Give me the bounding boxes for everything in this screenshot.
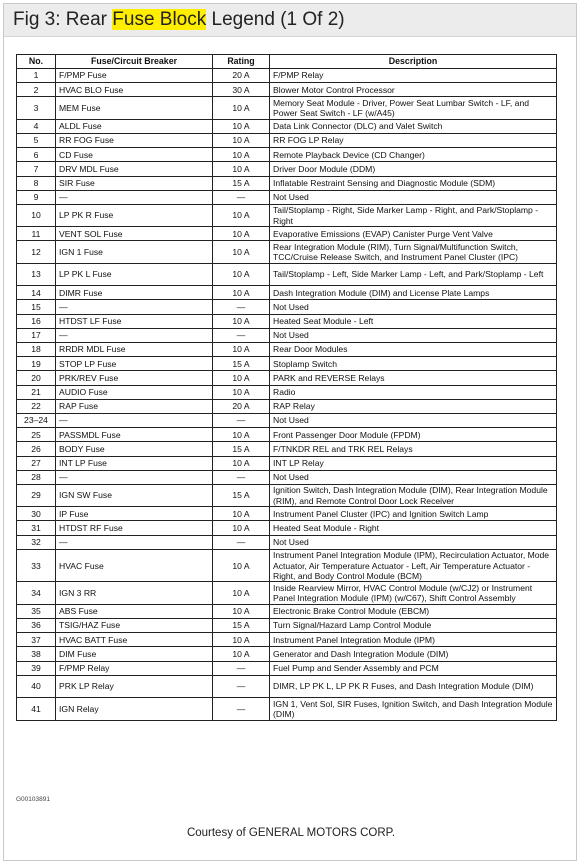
table-row xyxy=(17,190,557,204)
cell-description: F/PMP Relay xyxy=(270,69,557,83)
cell-number: 25 xyxy=(17,428,56,442)
cell-number: 8 xyxy=(17,176,56,190)
cell-fuse: HVAC BLO Fuse xyxy=(56,83,213,97)
cell-rating: 10 A xyxy=(213,119,270,133)
cell-fuse: DRV MDL Fuse xyxy=(56,162,213,176)
table-row xyxy=(17,661,557,675)
table-row xyxy=(17,314,557,328)
cell-number: 13 xyxy=(17,263,56,285)
table-row xyxy=(17,647,557,661)
cell-fuse: IGN SW Fuse xyxy=(56,484,213,506)
cell-rating: 10 A xyxy=(213,343,270,357)
cell-description: Electronic Brake Control Module (EBCM) xyxy=(270,604,557,618)
cell-description: Instrument Panel Integration Module (IPM) xyxy=(270,633,557,647)
cell-rating: 10 A xyxy=(213,162,270,176)
cell-fuse: PASSMDL Fuse xyxy=(56,428,213,442)
cell-description: Instrument Panel Cluster (IPC) and Ignition Switch Lamp xyxy=(270,507,557,521)
cell-fuse: HTDST RF Fuse xyxy=(56,521,213,535)
cell-fuse: IGN 1 Fuse xyxy=(56,241,213,263)
cell-rating: — xyxy=(213,190,270,204)
table-row xyxy=(17,162,557,176)
cell-rating: 10 A xyxy=(213,263,270,285)
cell-fuse: RR FOG Fuse xyxy=(56,133,213,147)
cell-description: Not Used xyxy=(270,470,557,484)
table-row xyxy=(17,300,557,314)
title-bar xyxy=(4,4,576,37)
cell-fuse: STOP LP Fuse xyxy=(56,357,213,371)
cell-description: Stoplamp Switch xyxy=(270,357,557,371)
table-row xyxy=(17,263,557,285)
table-row xyxy=(17,633,557,647)
cell-rating: 10 A xyxy=(213,204,270,226)
cell-rating: 20 A xyxy=(213,69,270,83)
header-no: No. xyxy=(17,55,56,69)
cell-rating: — xyxy=(213,470,270,484)
cell-description: Inflatable Restraint Sensing and Diagnostic Module (SDM) xyxy=(270,176,557,190)
table-row xyxy=(17,619,557,633)
cell-number: 39 xyxy=(17,661,56,675)
cell-rating: 20 A xyxy=(213,399,270,413)
cell-number: 40 xyxy=(17,675,56,697)
cell-number: 10 xyxy=(17,204,56,226)
cell-description: Tail/Stoplamp - Right, Side Marker Lamp - Right, and Park/Stoplamp - Right xyxy=(270,204,557,226)
cell-rating: 15 A xyxy=(213,176,270,190)
cell-fuse: — xyxy=(56,190,213,204)
cell-description: Not Used xyxy=(270,300,557,314)
table-body xyxy=(17,69,557,721)
cell-fuse: VENT SOL Fuse xyxy=(56,227,213,241)
cell-rating: 10 A xyxy=(213,428,270,442)
cell-rating: 10 A xyxy=(213,633,270,647)
cell-description: Turn Signal/Hazard Lamp Control Module xyxy=(270,619,557,633)
cell-fuse: CD Fuse xyxy=(56,148,213,162)
table-row xyxy=(17,357,557,371)
cell-fuse: PRK/REV Fuse xyxy=(56,371,213,385)
cell-fuse: DIMR Fuse xyxy=(56,286,213,300)
cell-fuse: TSIG/HAZ Fuse xyxy=(56,619,213,633)
cell-rating: 10 A xyxy=(213,549,270,582)
cell-number: 19 xyxy=(17,357,56,371)
credit-footer: Courtesy of GENERAL MOTORS CORP. xyxy=(186,827,396,839)
cell-number: 18 xyxy=(17,343,56,357)
cell-number: 32 xyxy=(17,535,56,549)
cell-number: 12 xyxy=(17,241,56,263)
cell-rating: — xyxy=(213,535,270,549)
table-row xyxy=(17,204,557,226)
cell-number: 7 xyxy=(17,162,56,176)
cell-number: 29 xyxy=(17,484,56,506)
title-prefix: Fig 3: Rear xyxy=(13,9,113,30)
cell-number: 5 xyxy=(17,133,56,147)
fuse-legend-table xyxy=(16,54,557,721)
table-row xyxy=(17,484,557,506)
table-row xyxy=(17,507,557,521)
cell-number: 21 xyxy=(17,385,56,399)
cell-description: PARK and REVERSE Relays xyxy=(270,371,557,385)
cell-description: Fuel Pump and Sender Assembly and PCM xyxy=(270,661,557,675)
cell-number: 4 xyxy=(17,119,56,133)
cell-rating: — xyxy=(213,413,270,427)
cell-fuse: ABS Fuse xyxy=(56,604,213,618)
cell-rating: 10 A xyxy=(213,133,270,147)
cell-description: Not Used xyxy=(270,413,557,427)
table-row xyxy=(17,399,557,413)
cell-rating: 10 A xyxy=(213,647,270,661)
cell-description: RAP Relay xyxy=(270,399,557,413)
cell-fuse: HVAC BATT Fuse xyxy=(56,633,213,647)
cell-description: Rear Integration Module (RIM), Turn Signal/Multifunction Switch, TCC/Cruise Release Switch, and Instrument Panel Cluster (IPC) xyxy=(270,241,557,263)
fuse-legend-table-wrapper xyxy=(16,54,556,721)
cell-number: 6 xyxy=(17,148,56,162)
cell-description: Tail/Stoplamp - Left, Side Marker Lamp - Left, and Park/Stoplamp - Left xyxy=(270,263,557,285)
table-row xyxy=(17,442,557,456)
cell-description: DIMR, LP PK L, LP PK R Fuses, and Dash Integration Module (DIM) xyxy=(270,675,557,697)
cell-rating: 10 A xyxy=(213,148,270,162)
cell-fuse: IGN Relay xyxy=(56,698,213,720)
table-row xyxy=(17,97,557,119)
table-row xyxy=(17,371,557,385)
cell-fuse: DIM Fuse xyxy=(56,647,213,661)
table-header-row xyxy=(17,55,557,69)
cell-fuse: ALDL Fuse xyxy=(56,119,213,133)
cell-description: Ignition Switch, Dash Integration Module (DIM), Rear Integration Module (RIM), and Remote Control Door Lock Receiver xyxy=(270,484,557,506)
cell-description: Inside Rearview Mirror, HVAC Control Module (w/CJ2) or Instrument Panel Integration Module (IPM) (w/C67), Shift Control Assembly xyxy=(270,582,557,604)
table-row xyxy=(17,413,557,427)
cell-rating: — xyxy=(213,300,270,314)
cell-fuse: RRDR MDL Fuse xyxy=(56,343,213,357)
cell-rating: 10 A xyxy=(213,582,270,604)
cell-rating: — xyxy=(213,698,270,720)
cell-rating: 10 A xyxy=(213,241,270,263)
table-row xyxy=(17,83,557,97)
cell-description: Generator and Dash Integration Module (DIM) xyxy=(270,647,557,661)
table-row xyxy=(17,582,557,604)
table-row xyxy=(17,119,557,133)
cell-description: Front Passenger Door Module (FPDM) xyxy=(270,428,557,442)
cell-number: 27 xyxy=(17,456,56,470)
table-row xyxy=(17,535,557,549)
cell-rating: 10 A xyxy=(213,371,270,385)
cell-fuse: IP Fuse xyxy=(56,507,213,521)
cell-number: 28 xyxy=(17,470,56,484)
cell-number: 31 xyxy=(17,521,56,535)
cell-description: Rear Door Modules xyxy=(270,343,557,357)
table-row xyxy=(17,470,557,484)
cell-fuse: LP PK L Fuse xyxy=(56,263,213,285)
cell-fuse: — xyxy=(56,535,213,549)
cell-fuse: MEM Fuse xyxy=(56,97,213,119)
cell-description: Instrument Panel Integration Module (IPM), Recirculation Actuator, Mode Actuator, Air Temperature Actuator - Left, Air Temperature Actuator - Right, and Body Control Module (BCM) xyxy=(270,549,557,582)
table-row xyxy=(17,698,557,720)
cell-fuse: RAP Fuse xyxy=(56,399,213,413)
table-row xyxy=(17,148,557,162)
cell-description: Blower Motor Control Processor xyxy=(270,83,557,97)
cell-description: Remote Playback Device (CD Changer) xyxy=(270,148,557,162)
cell-number: 16 xyxy=(17,314,56,328)
cell-description: Radio xyxy=(270,385,557,399)
title-suffix: Legend (1 Of 2) xyxy=(206,9,345,30)
figure-title xyxy=(13,9,345,31)
cell-number: 3 xyxy=(17,97,56,119)
cell-fuse: IGN 3 RR xyxy=(56,582,213,604)
cell-number: 30 xyxy=(17,507,56,521)
cell-number: 41 xyxy=(17,698,56,720)
cell-description: Evaporative Emissions (EVAP) Canister Purge Vent Valve xyxy=(270,227,557,241)
cell-rating: 10 A xyxy=(213,385,270,399)
table-row xyxy=(17,286,557,300)
cell-fuse: PRK LP Relay xyxy=(56,675,213,697)
cell-rating: 10 A xyxy=(213,97,270,119)
cell-description: Driver Door Module (DDM) xyxy=(270,162,557,176)
header-fuse: Fuse/Circuit Breaker xyxy=(56,55,213,69)
table-row xyxy=(17,69,557,83)
cell-description: Memory Seat Module - Driver, Power Seat Lumbar Switch - LF, and Power Seat Switch - LF (w/A45) xyxy=(270,97,557,119)
table-row xyxy=(17,241,557,263)
cell-number: 20 xyxy=(17,371,56,385)
cell-fuse: BODY Fuse xyxy=(56,442,213,456)
cell-rating: 10 A xyxy=(213,456,270,470)
cell-number: 34 xyxy=(17,582,56,604)
cell-description: Not Used xyxy=(270,190,557,204)
cell-rating: 15 A xyxy=(213,619,270,633)
image-code: G00103891 xyxy=(16,796,50,803)
cell-rating: 15 A xyxy=(213,442,270,456)
cell-number: 37 xyxy=(17,633,56,647)
cell-number: 15 xyxy=(17,300,56,314)
header-description: Description xyxy=(270,55,557,69)
cell-fuse: — xyxy=(56,413,213,427)
cell-number: 33 xyxy=(17,549,56,582)
cell-number: 22 xyxy=(17,399,56,413)
table-row xyxy=(17,521,557,535)
table-row xyxy=(17,133,557,147)
cell-description: F/TNKDR REL and TRK REL Relays xyxy=(270,442,557,456)
table-row xyxy=(17,385,557,399)
cell-description: Heated Seat Module - Right xyxy=(270,521,557,535)
cell-description: Not Used xyxy=(270,535,557,549)
cell-description: Not Used xyxy=(270,328,557,342)
cell-rating: — xyxy=(213,328,270,342)
cell-fuse: HTDST LF Fuse xyxy=(56,314,213,328)
cell-number: 35 xyxy=(17,604,56,618)
cell-fuse: — xyxy=(56,328,213,342)
cell-fuse: SIR Fuse xyxy=(56,176,213,190)
cell-rating: 15 A xyxy=(213,357,270,371)
cell-rating: — xyxy=(213,661,270,675)
cell-rating: 10 A xyxy=(213,227,270,241)
cell-number: 36 xyxy=(17,619,56,633)
cell-rating: 15 A xyxy=(213,484,270,506)
cell-number: 26 xyxy=(17,442,56,456)
cell-description: RR FOG LP Relay xyxy=(270,133,557,147)
cell-number: 11 xyxy=(17,227,56,241)
table-row xyxy=(17,328,557,342)
cell-rating: 10 A xyxy=(213,604,270,618)
cell-rating: 10 A xyxy=(213,314,270,328)
table-row xyxy=(17,343,557,357)
table-row xyxy=(17,227,557,241)
title-highlight: Fuse Block xyxy=(112,9,207,30)
cell-number: 17 xyxy=(17,328,56,342)
table-row xyxy=(17,549,557,582)
cell-number: 1 xyxy=(17,69,56,83)
cell-fuse: — xyxy=(56,470,213,484)
cell-fuse: F/PMP Relay xyxy=(56,661,213,675)
table-row xyxy=(17,604,557,618)
cell-fuse: HVAC Fuse xyxy=(56,549,213,582)
table-row xyxy=(17,675,557,697)
cell-rating: 30 A xyxy=(213,83,270,97)
cell-description: Data Link Connector (DLC) and Valet Switch xyxy=(270,119,557,133)
cell-description: Dash Integration Module (DIM) and License Plate Lamps xyxy=(270,286,557,300)
cell-description: Heated Seat Module - Left xyxy=(270,314,557,328)
cell-number: 23–24 xyxy=(17,413,56,427)
cell-number: 2 xyxy=(17,83,56,97)
cell-fuse: LP PK R Fuse xyxy=(56,204,213,226)
cell-number: 14 xyxy=(17,286,56,300)
cell-fuse: — xyxy=(56,300,213,314)
cell-rating: 10 A xyxy=(213,286,270,300)
table-row xyxy=(17,456,557,470)
cell-rating: — xyxy=(213,675,270,697)
cell-number: 38 xyxy=(17,647,56,661)
cell-description: IGN 1, Vent Sol, SIR Fuses, Ignition Switch, and Dash Integration Module (DIM) xyxy=(270,698,557,720)
cell-rating: 10 A xyxy=(213,507,270,521)
cell-fuse: AUDIO Fuse xyxy=(56,385,213,399)
cell-description: INT LP Relay xyxy=(270,456,557,470)
cell-number: 9 xyxy=(17,190,56,204)
table-row xyxy=(17,176,557,190)
table-row xyxy=(17,428,557,442)
cell-fuse: INT LP Fuse xyxy=(56,456,213,470)
cell-fuse: F/PMP Fuse xyxy=(56,69,213,83)
header-rating: Rating xyxy=(213,55,270,69)
cell-rating: 10 A xyxy=(213,521,270,535)
